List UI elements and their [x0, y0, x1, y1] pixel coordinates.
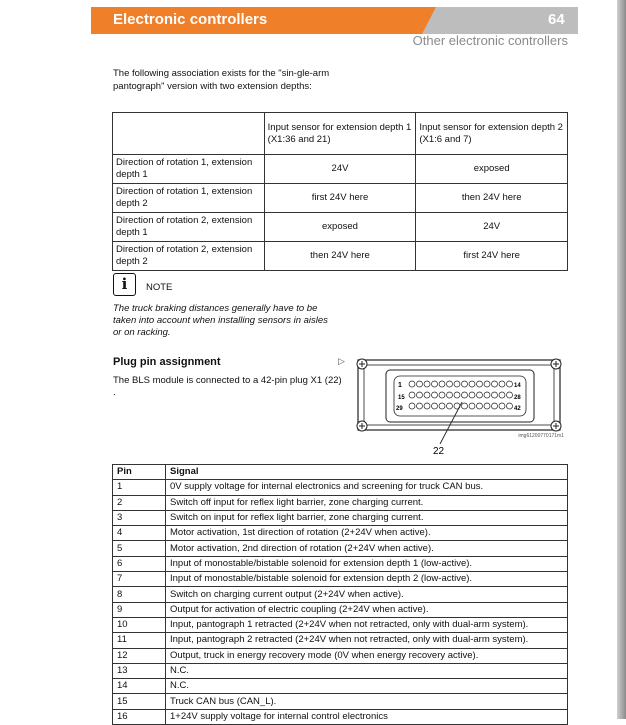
pin-signal: Input, pantograph 2 retracted (2+24V when not retracted, only with dual-arm system). — [166, 633, 568, 648]
pin-socket — [417, 381, 423, 387]
pin-signal: Switch on charging current output (2+24V when active). — [166, 587, 568, 602]
association-cell: Direction of rotation 1, extension depth 2 — [113, 184, 265, 213]
pin-socket — [484, 403, 490, 409]
pin-socket — [462, 403, 468, 409]
pin-row — [113, 495, 568, 510]
pin-socket — [432, 381, 438, 387]
pin-label: 1 — [398, 382, 402, 389]
pin-socket — [447, 403, 453, 409]
pin-signal: Output, truck in energy recovery mode (0V when energy recovery active). — [166, 648, 568, 663]
pin-socket — [492, 381, 498, 387]
pin-number: 8 — [113, 587, 166, 602]
pin-signal: Input of monostable/bistable solenoid for extension depth 2 (low-active). — [166, 572, 568, 587]
page-edge-shadow — [617, 0, 626, 719]
association-header-cell — [113, 113, 265, 155]
pin-header-row — [113, 465, 568, 480]
pin-number: 9 — [113, 602, 166, 617]
association-row — [113, 242, 568, 271]
pin-row — [113, 541, 568, 556]
pin-number: 12 — [113, 648, 166, 663]
pin-signal: Motor activation, 2nd direction of rotation (2+24V when active). — [166, 541, 568, 556]
pin-number: 16 — [113, 709, 166, 724]
pin-number: 15 — [113, 694, 166, 709]
association-header-cell: Input sensor for extension depth 2 (X1:6 and 7) — [416, 113, 568, 155]
association-cell: then 24V here — [416, 184, 568, 213]
association-cell: 24V — [416, 213, 568, 242]
association-cell: Direction of rotation 2, extension depth 1 — [113, 213, 265, 242]
note-text: The truck braking distances generally have to be taken into account when installing sensors in aisles or on racking. — [113, 303, 328, 338]
pin-socket — [469, 403, 475, 409]
pin-socket — [477, 381, 483, 387]
pin-signal: Output for activation of electric coupling (2+24V when active). — [166, 602, 568, 617]
pin-socket — [447, 381, 453, 387]
pin-socket — [409, 403, 415, 409]
pin-socket — [417, 403, 423, 409]
pin-socket — [469, 392, 475, 398]
pin-row — [113, 587, 568, 602]
pin-socket — [432, 392, 438, 398]
pin-row — [113, 648, 568, 663]
pin-row — [113, 694, 568, 709]
plug-x1-diagram — [354, 356, 568, 460]
pin-row — [113, 556, 568, 571]
pin-number: 11 — [113, 633, 166, 648]
association-row — [113, 184, 568, 213]
pin-signal: 0V supply voltage for internal electronics and screening for truck CAN bus. — [166, 480, 568, 495]
pin-signal: Truck CAN bus (CAN_L). — [166, 694, 568, 709]
pin-socket — [409, 381, 415, 387]
pin-socket — [409, 392, 415, 398]
info-icon: i — [113, 273, 136, 296]
pin-row — [113, 510, 568, 525]
pin-number: 14 — [113, 679, 166, 694]
association-cell: exposed — [264, 213, 416, 242]
pin-socket — [484, 392, 490, 398]
pin-socket — [492, 403, 498, 409]
association-cell: Direction of rotation 1, extension depth 1 — [113, 155, 265, 184]
association-cell: 24V — [264, 155, 416, 184]
pin-socket — [439, 381, 445, 387]
section-subtitle: Other electronic controllers — [412, 33, 568, 48]
pin-socket — [432, 403, 438, 409]
pin-signal: Motor activation, 1st direction of rotation (2+24V when active). — [166, 526, 568, 541]
pin-number: 4 — [113, 526, 166, 541]
pin-row — [113, 633, 568, 648]
pin-number: 10 — [113, 617, 166, 632]
pin-socket — [417, 392, 423, 398]
plug-description: The BLS module is connected to a 42-pin plug X1 (22) . — [113, 375, 342, 398]
pin-socket — [507, 403, 513, 409]
pin-label: 28 — [514, 395, 521, 401]
image-id: img61200770171m1 — [518, 433, 564, 439]
pin-socket — [439, 392, 445, 398]
pin-row — [113, 480, 568, 495]
pin-socket — [439, 403, 445, 409]
figure-reference-arrow-icon: ▷ — [338, 356, 345, 366]
pin-number: 2 — [113, 495, 166, 510]
pin-number: 3 — [113, 510, 166, 525]
page-number: 64 — [548, 11, 565, 28]
association-cell: exposed — [416, 155, 568, 184]
pin-row — [113, 526, 568, 541]
pin-signal: Input, pantograph 1 retracted (2+24V when not retracted, only with dual-arm system). — [166, 617, 568, 632]
pin-row — [113, 663, 568, 678]
pin-socket — [507, 392, 513, 398]
pin-number: 7 — [113, 572, 166, 587]
association-table — [112, 112, 568, 271]
mounting-screw-icon — [551, 421, 561, 431]
pin-label: 42 — [514, 406, 521, 412]
association-cell: first 24V here — [264, 184, 416, 213]
pin-label: 29 — [396, 406, 403, 412]
pin-socket — [454, 381, 460, 387]
pin-number: 1 — [113, 480, 166, 495]
pin-assignment-table — [112, 464, 568, 725]
pin-signal: N.C. — [166, 663, 568, 678]
signal-column-header: Signal — [166, 465, 568, 480]
pin-signal: Switch on input for reflex light barrier, zone charging current. — [166, 510, 568, 525]
pin-signal: Input of monostable/bistable solenoid for extension depth 1 (low-active). — [166, 556, 568, 571]
association-cell: first 24V here — [416, 242, 568, 271]
pin-socket — [484, 381, 490, 387]
callout-number: 22 — [433, 446, 445, 457]
pin-socket — [499, 403, 505, 409]
association-cell: then 24V here — [264, 242, 416, 271]
association-header-row — [113, 113, 568, 155]
pin-row — [113, 679, 568, 694]
pin-signal: N.C. — [166, 679, 568, 694]
mounting-screw-icon — [357, 421, 367, 431]
mounting-screw-icon — [551, 359, 561, 369]
pin-socket — [424, 381, 430, 387]
pin-label: 15 — [398, 395, 405, 401]
note-label: NOTE — [146, 282, 173, 293]
pin-number: 13 — [113, 663, 166, 678]
pin-row — [113, 572, 568, 587]
pin-socket — [477, 403, 483, 409]
page-title: Electronic controllers — [113, 11, 268, 28]
association-header-cell: Input sensor for extension depth 1 (X1:36 and 21) — [264, 113, 416, 155]
mounting-screw-icon — [357, 359, 367, 369]
pin-number: 6 — [113, 556, 166, 571]
pin-socket — [477, 392, 483, 398]
pin-socket — [492, 392, 498, 398]
pin-socket — [462, 381, 468, 387]
pin-signal: Switch off input for reflex light barrier, zone charging current. — [166, 495, 568, 510]
association-cell: Direction of rotation 2, extension depth 2 — [113, 242, 265, 271]
pin-socket — [507, 381, 513, 387]
pin-row — [113, 709, 568, 724]
pin-socket — [424, 392, 430, 398]
pin-signal: 1+24V supply voltage for internal control electronics — [166, 709, 568, 724]
pin-number: 5 — [113, 541, 166, 556]
association-row — [113, 155, 568, 184]
pin-socket — [424, 403, 430, 409]
pin-socket — [462, 392, 468, 398]
pin-socket — [447, 392, 453, 398]
intro-paragraph: The following association exists for the "sin-gle-arm pantograph" version with two extension depths: — [113, 68, 330, 92]
pin-socket — [454, 392, 460, 398]
pin-column-header: Pin — [113, 465, 166, 480]
pin-socket — [469, 381, 475, 387]
plug-heading: Plug pin assignment — [113, 356, 221, 368]
pin-row — [113, 617, 568, 632]
pin-socket — [499, 381, 505, 387]
pin-label: 14 — [514, 383, 521, 389]
pin-socket — [499, 392, 505, 398]
pin-row — [113, 602, 568, 617]
association-row — [113, 213, 568, 242]
